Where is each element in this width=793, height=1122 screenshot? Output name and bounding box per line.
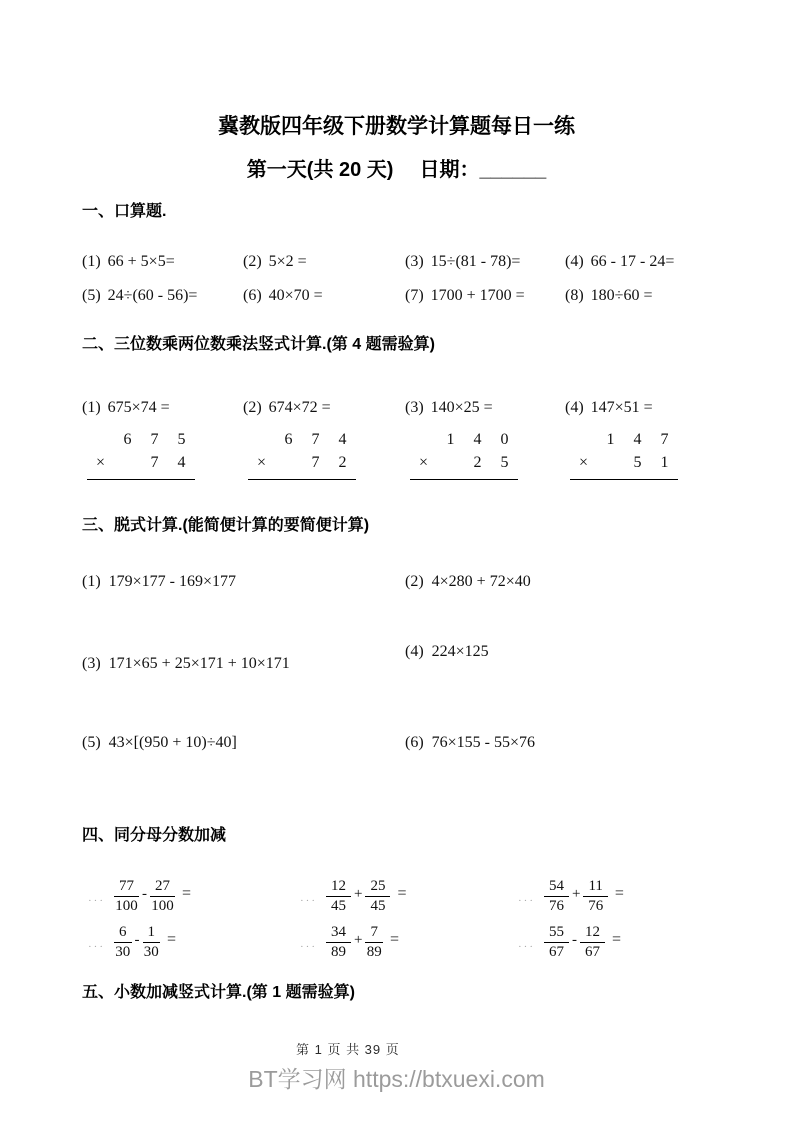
digit: 2 <box>338 454 347 471</box>
problem-number: (1) <box>82 253 101 270</box>
fraction-problem-1 <box>88 878 191 916</box>
denominator: 76 <box>549 898 564 915</box>
digit: 1 <box>446 431 455 448</box>
tuoshi-problem-4 <box>405 643 489 661</box>
problem-expression: 4×280 + 72×40 <box>431 573 531 590</box>
digit: 7 <box>150 431 159 448</box>
digit: 1 <box>660 454 669 471</box>
digit: 0 <box>500 431 509 448</box>
equals-sign: = <box>397 884 407 902</box>
problem-expression: 66 + 5×5= <box>107 253 175 270</box>
page-title: 冀教版四年级下册数学计算题每日一练 <box>218 115 575 138</box>
problem-expression: 40×70 = <box>268 287 323 304</box>
numerator: 27 <box>150 878 175 897</box>
fraction <box>114 924 132 962</box>
problem-number: (4) <box>405 643 424 660</box>
operator: - <box>134 932 140 949</box>
fraction <box>583 878 607 916</box>
denominator: 89 <box>331 944 346 961</box>
oral-problem-3 <box>405 245 565 279</box>
equals-sign: = <box>614 884 624 902</box>
fraction-problem-4 <box>88 924 176 962</box>
numerator: 1 <box>143 924 161 943</box>
fraction <box>544 878 569 916</box>
leader-dots: ··· <box>518 940 535 953</box>
operator: + <box>354 886 363 903</box>
multiplication-problems-grid <box>82 391 742 425</box>
problem-number: (2) <box>405 573 424 590</box>
problem-expression: 675×74 = <box>107 399 170 416</box>
fraction <box>365 878 390 916</box>
digit: 7 <box>311 454 320 471</box>
problem-number: (4) <box>565 253 584 270</box>
page-number: 第 1 页 共 39 页 <box>296 1042 400 1057</box>
fraction <box>114 878 139 916</box>
times-sign: × <box>256 454 267 471</box>
numerator: 6 <box>114 924 132 943</box>
equals-sign: = <box>612 930 622 948</box>
fraction-problem-5 <box>300 924 399 962</box>
mult-problem-3 <box>405 391 565 425</box>
numerator: 7 <box>365 924 383 943</box>
denominator: 89 <box>366 944 382 961</box>
fraction <box>326 878 351 916</box>
problem-expression: 66 - 17 - 24= <box>590 253 675 270</box>
problem-expression: 171×65 + 25×171 + 10×171 <box>108 655 290 672</box>
watermark: BT学习网 https://btxuexi.com <box>248 1066 545 1092</box>
denominator: 67 <box>585 944 600 961</box>
problem-expression: 674×72 = <box>268 399 331 416</box>
denominator: 76 <box>588 898 604 915</box>
fraction <box>143 924 161 962</box>
denominator: 30 <box>143 944 159 961</box>
tuoshi-problem-6 <box>405 734 535 752</box>
oral-problems-grid <box>82 245 742 313</box>
vertical-multiplication-row <box>82 428 742 480</box>
equals-sign: = <box>167 930 177 948</box>
problem-number: (3) <box>405 399 424 416</box>
leader-dots: ··· <box>300 940 317 953</box>
operator: + <box>354 932 363 949</box>
fraction-problem-6 <box>518 924 621 962</box>
tuoshi-problem-2 <box>405 573 531 591</box>
section3-heading: 三、脱式计算.(能简便计算的要简便计算) <box>82 517 370 534</box>
leader-dots: ··· <box>518 894 535 907</box>
problem-number: (1) <box>82 573 101 590</box>
page-subtitle <box>0 153 793 182</box>
oral-problem-6 <box>243 279 405 313</box>
problem-number: (2) <box>243 399 262 416</box>
digit: 2 <box>473 454 482 471</box>
fraction-problem-3 <box>518 878 624 916</box>
problem-expression: 24÷(60 - 56)= <box>107 287 198 304</box>
problem-expression: 147×51 = <box>590 399 653 416</box>
oral-problem-4 <box>565 245 742 279</box>
digit: 1 <box>606 431 615 448</box>
numerator: 55 <box>544 924 569 943</box>
problem-number: (6) <box>405 734 424 751</box>
problem-expression: 140×25 = <box>430 399 493 416</box>
section5-heading: 五、小数加减竖式计算.(第 1 题需验算) <box>82 984 355 1001</box>
digit: 4 <box>633 431 642 448</box>
digit: 5 <box>633 454 642 471</box>
problem-expression: 179×177 - 169×177 <box>108 573 237 590</box>
denominator: 100 <box>115 898 138 915</box>
denominator: 100 <box>151 898 174 915</box>
digit: 7 <box>150 454 159 471</box>
vertical-multiplication-1 <box>87 428 195 480</box>
section4-heading: 四、同分母分数加减 <box>82 827 227 844</box>
problem-number: (2) <box>243 253 262 270</box>
oral-problem-7 <box>405 279 565 313</box>
digit: 7 <box>311 431 320 448</box>
problem-number: (3) <box>405 253 424 270</box>
tuoshi-problem-1 <box>82 573 236 591</box>
digit: 5 <box>177 431 186 448</box>
digit: 7 <box>660 431 669 448</box>
problem-number: (3) <box>82 655 101 672</box>
tuoshi-problem-5 <box>82 734 237 752</box>
operator: - <box>142 886 147 903</box>
problem-number: (5) <box>82 287 101 304</box>
section1-heading: 一、口算题. <box>82 203 167 220</box>
mult-problem-2 <box>243 391 405 425</box>
fraction <box>365 924 383 962</box>
vertical-multiplication-3 <box>410 428 518 480</box>
denominator: 45 <box>331 898 346 915</box>
leader-dots: ··· <box>300 894 317 907</box>
leader-dots: ··· <box>88 894 105 907</box>
numerator: 12 <box>580 924 605 943</box>
numerator: 77 <box>114 878 139 897</box>
times-sign: × <box>95 454 106 471</box>
date-blank-line: ______ <box>479 159 547 181</box>
numerator: 25 <box>365 878 390 897</box>
fraction-problems <box>82 876 742 976</box>
tuoshi-problem-3 <box>82 655 290 673</box>
problem-expression: 15÷(81 - 78)= <box>430 253 521 270</box>
oral-problem-2 <box>243 245 405 279</box>
problem-number: (4) <box>565 399 584 416</box>
problem-expression: 180÷60 = <box>590 287 653 304</box>
problem-number: (6) <box>243 287 262 304</box>
section2-heading: 二、三位数乘两位数乘法竖式计算.(第 4 题需验算) <box>82 336 435 353</box>
problem-expression: 43×[(950 + 10)÷40] <box>108 734 237 751</box>
equals-sign: = <box>182 884 192 902</box>
operator: + <box>572 886 581 903</box>
vertical-multiplication-4 <box>570 428 678 480</box>
problem-number: (5) <box>82 734 101 751</box>
digit: 6 <box>284 431 293 448</box>
leader-dots: ··· <box>88 940 105 953</box>
problem-number: (7) <box>405 287 424 304</box>
equals-sign: = <box>389 930 399 948</box>
digit: 4 <box>177 454 186 471</box>
oral-problem-8 <box>565 279 742 313</box>
date-label: 日期： <box>419 159 480 181</box>
oral-problem-5 <box>82 279 243 313</box>
fraction <box>580 924 605 962</box>
problem-expression: 5×2 = <box>268 253 307 270</box>
fraction <box>326 924 351 962</box>
numerator: 11 <box>583 878 607 897</box>
problem-expression: 224×125 <box>431 643 489 660</box>
denominator: 45 <box>370 898 386 915</box>
oral-problem-1 <box>82 245 243 279</box>
fraction <box>150 878 175 916</box>
subtitle-day: 第一天(共 20 天) <box>246 159 394 181</box>
problem-expression: 76×155 - 55×76 <box>431 734 536 751</box>
vertical-multiplication-2 <box>248 428 356 480</box>
times-sign: × <box>578 454 589 471</box>
fraction-problem-2 <box>300 878 407 916</box>
problem-expression: 1700 + 1700 = <box>430 287 525 304</box>
problem-number: (8) <box>565 287 584 304</box>
problem-number: (1) <box>82 399 101 416</box>
numerator: 12 <box>326 878 351 897</box>
numerator: 54 <box>544 878 569 897</box>
mult-problem-1 <box>82 391 243 425</box>
times-sign: × <box>418 454 429 471</box>
digit: 6 <box>123 431 132 448</box>
numerator: 34 <box>326 924 351 943</box>
digit: 5 <box>500 454 509 471</box>
operator: - <box>572 932 577 949</box>
mult-problem-4 <box>565 391 742 425</box>
digit: 4 <box>473 431 482 448</box>
fraction <box>544 924 569 962</box>
denominator: 67 <box>549 944 564 961</box>
digit: 4 <box>338 431 347 448</box>
denominator: 30 <box>115 944 131 961</box>
